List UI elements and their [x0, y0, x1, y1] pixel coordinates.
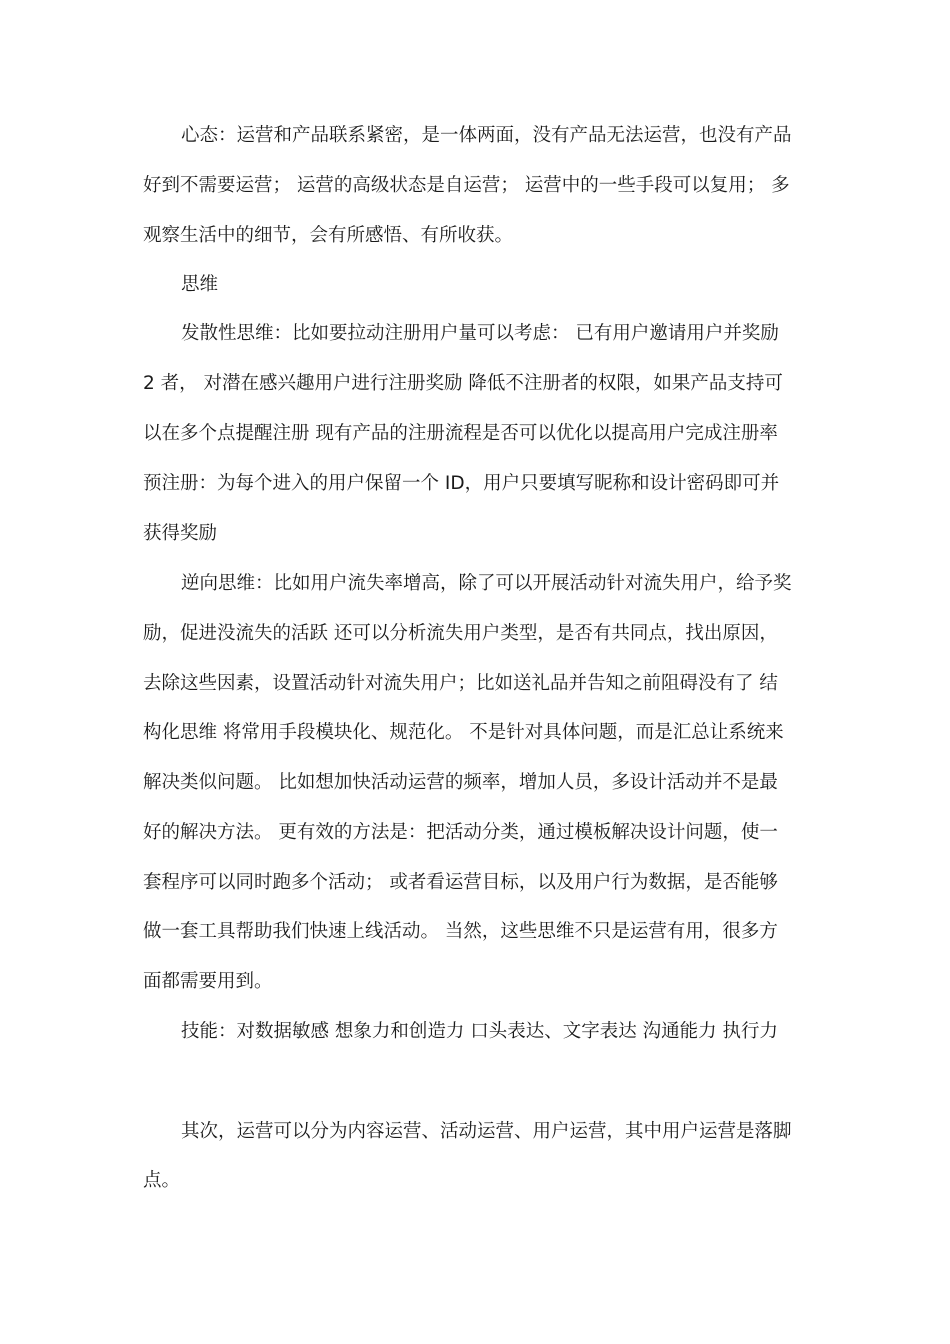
- text-line: 逆向思维：比如用户流失率增高，除了可以开展活动针对流失用户，给予奖: [181, 573, 792, 594]
- text-line: 构化思维 将常用手段模块化、规范化。 不是针对具体问题，而是汇总让系统来: [143, 722, 784, 743]
- text-line: 做一套工具帮助我们快速上线活动。 当然，这些思维不只是运营有用，很多方: [143, 921, 778, 942]
- section-heading: 思维: [181, 274, 219, 295]
- text-line: 励，促进没流失的活跃 还可以分析流失用户类型，是否有共同点，找出原因，: [143, 623, 778, 644]
- text-line: 观察生活中的细节，会有所感悟、有所收获。: [143, 225, 514, 246]
- text-line: 点。: [143, 1170, 181, 1191]
- text-line: 去除这些因素，设置活动针对流失用户；比如送礼品并告知之前阻碍没有了 结: [143, 673, 778, 694]
- text-line: 获得奖励: [143, 523, 218, 544]
- text-line: 解决类似问题。 比如想加快活动运营的频率，增加人员，多设计活动并不是最: [143, 772, 778, 793]
- text-line: 好的解决方法。 更有效的方法是：把活动分类，通过模板解决设计问题，使一: [143, 822, 778, 843]
- text-line: 发散性思维：比如要拉动注册用户量可以考虑： 已有用户邀请用户并奖励: [181, 323, 779, 344]
- text-line: 以在多个点提醒注册 现有产品的注册流程是否可以优化以提高用户完成注册率: [143, 423, 778, 444]
- text-line: 好到不需要运营； 运营的高级状态是自运营； 运营中的一些手段可以复用； 多: [143, 175, 790, 196]
- text-line: 面都需要用到。: [143, 971, 273, 992]
- text-line: 心态：运营和产品联系紧密，是一体两面，没有产品无法运营，也没有产品: [181, 125, 792, 146]
- text-line: 套程序可以同时跑多个活动； 或者看运营目标，以及用户行为数据，是否能够: [143, 872, 778, 893]
- text-line: 预注册：为每个进入的用户保留一个 ID，用户只要填写昵称和设计密码即可并: [143, 473, 780, 494]
- text-line: 2 者， 对潜在感兴趣用户进行注册奖励 降低不注册者的权限，如果产品支持可: [143, 373, 783, 394]
- text-line: 技能：对数据敏感 想象力和创造力 口头表达、文字表达 沟通能力 执行力: [181, 1021, 779, 1042]
- text-line: 其次，运营可以分为内容运营、活动运营、用户运营，其中用户运营是落脚: [181, 1121, 792, 1142]
